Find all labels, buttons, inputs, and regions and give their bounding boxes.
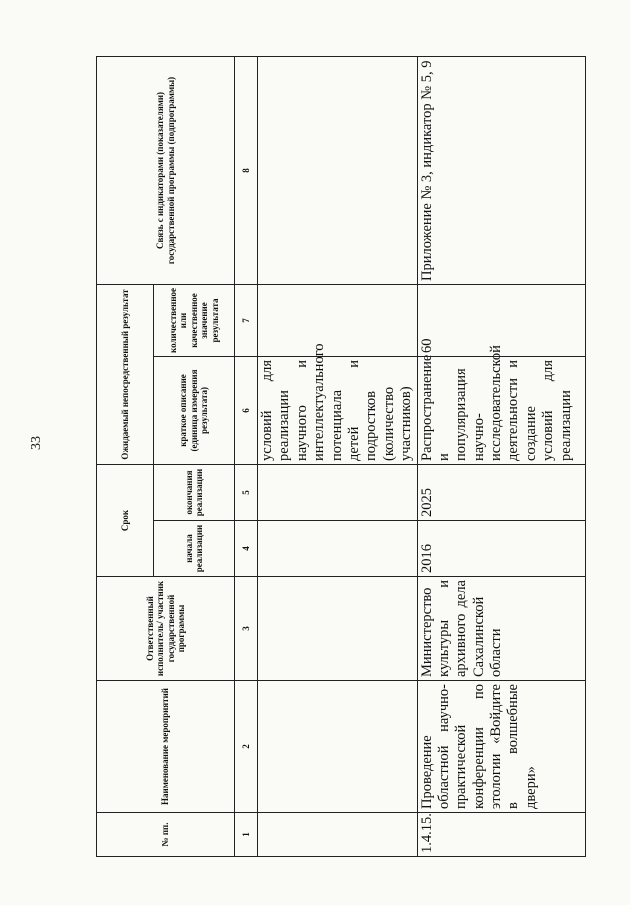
col-number: 1	[235, 813, 258, 857]
col-number: 7	[235, 284, 258, 356]
page-number: 33	[29, 436, 44, 450]
col-number: 6	[235, 356, 258, 464]
table-row	[417, 56, 585, 856]
col-number: 2	[235, 681, 258, 813]
header-term-start: начала реализации	[154, 521, 235, 577]
header-name: Наименование мероприятий	[97, 681, 235, 813]
table-row-continuation	[258, 56, 418, 856]
cell-desc: Распространение и популяризация научно-исследовательской деятельности и создание условий для реализации	[417, 356, 585, 464]
cell-num: 1.4.15.	[417, 813, 585, 857]
col-number: 4	[235, 521, 258, 577]
header-link: Связь с индикаторами (показателями) государственной программы (подпрограммы)	[97, 56, 235, 284]
header-result-value: количественное или качественное значение результата	[154, 284, 235, 356]
cell-continuation-desc: условий для реализации научного и интеллектуального потенциала детей и подростков (количество участников)	[258, 356, 418, 464]
rotated-table-container	[96, 57, 576, 857]
header-term: Срок	[97, 464, 154, 576]
cell-start: 2016	[417, 521, 585, 577]
col-number: 3	[235, 577, 258, 681]
cell-name: Проведение областной научно-практической конференции по этологии «Войдите в волшебные двери»	[417, 681, 585, 813]
header-num: № пп.	[97, 813, 235, 857]
cell-value: 60	[417, 284, 585, 356]
cell-end: 2025	[417, 464, 585, 520]
header-term-end: окончания реализации	[154, 464, 235, 520]
header-executor: Ответственный исполнитель/ участник государственной программы	[97, 577, 235, 681]
col-number: 8	[235, 56, 258, 284]
col-number: 5	[235, 464, 258, 520]
header-result: Ожидаемый непосредственный результат	[97, 284, 154, 464]
cell-executor: Министерство культуры и архивного дела Сахалинской области	[417, 577, 585, 681]
cell-link: Приложение № 3, индикатор № 5, 9	[417, 56, 585, 284]
header-result-desc: краткое описание (единица измерения результата)	[154, 356, 235, 464]
activities-table	[96, 56, 586, 857]
